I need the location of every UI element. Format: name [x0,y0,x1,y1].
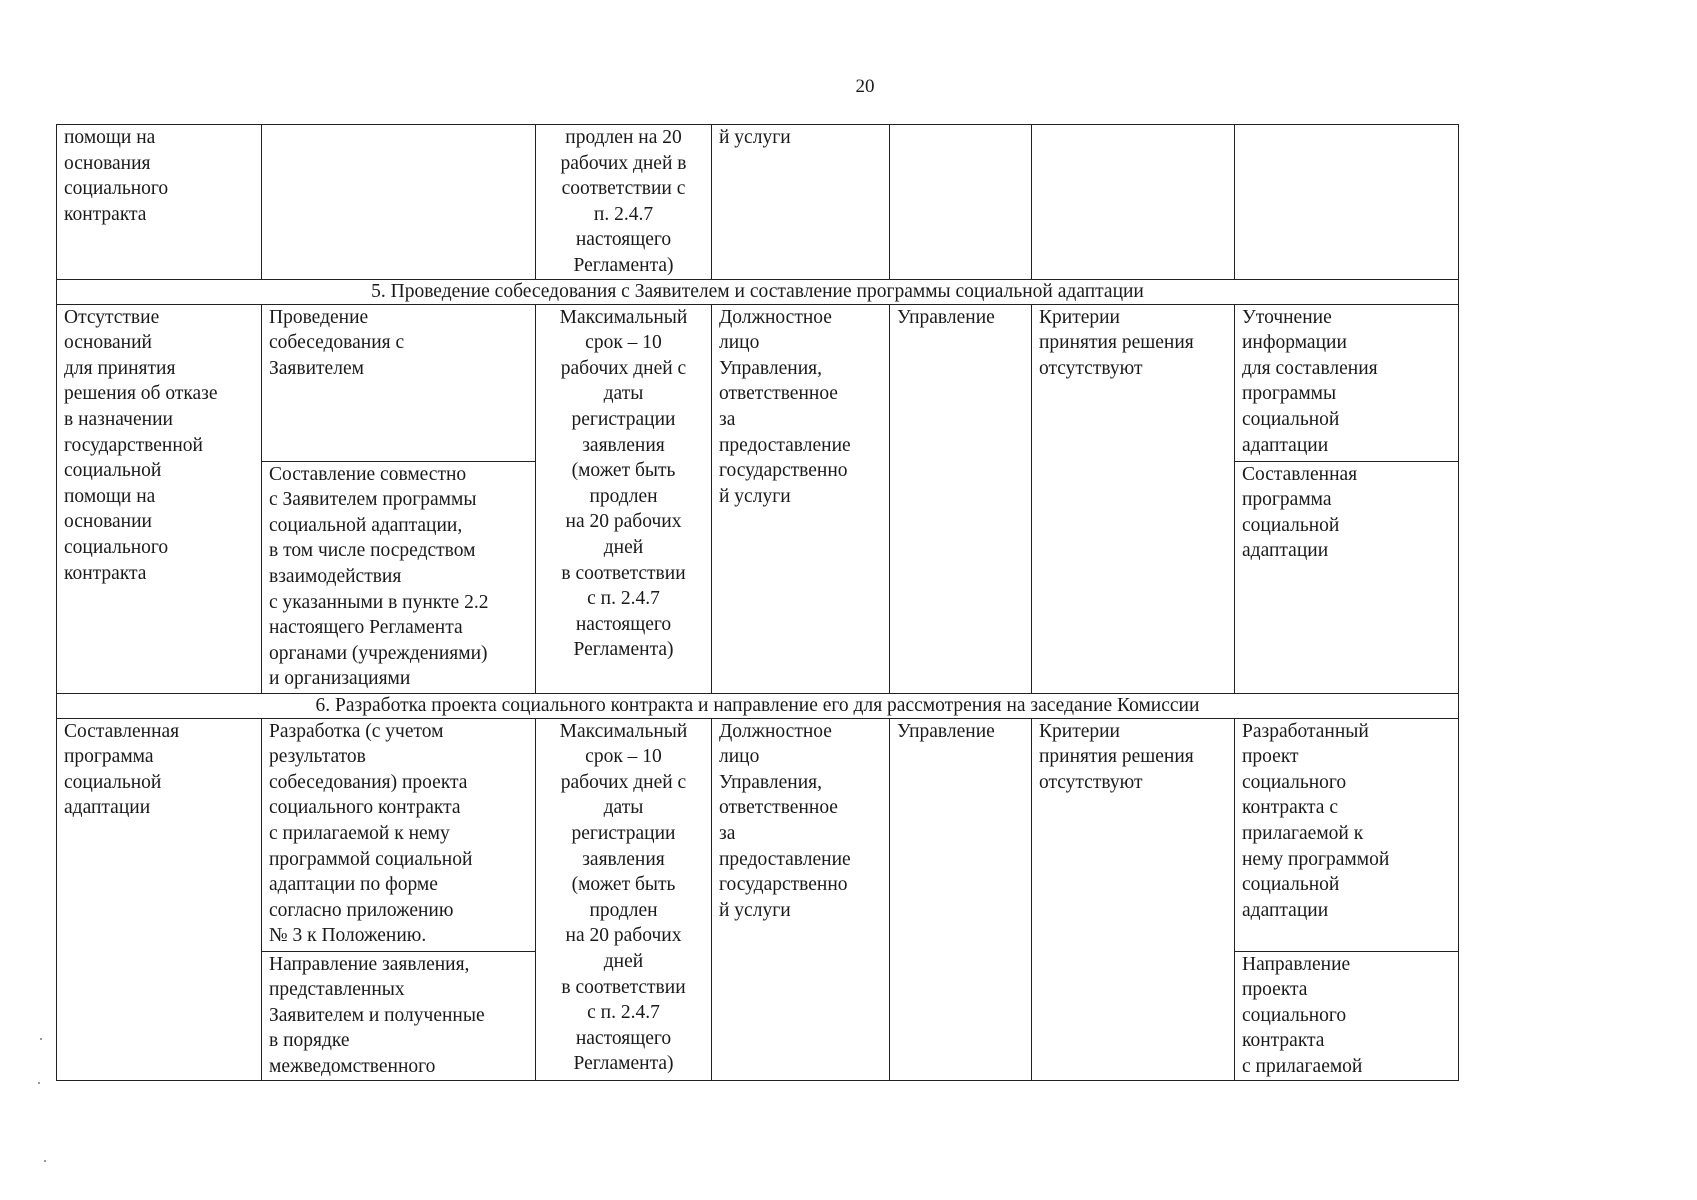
table-cell [1032,125,1235,280]
table-cell: Максимальный срок – 10 рабочих дней с даты регистрации заявления (может быть продлен на 20 рабочих дней в соответствии с п. 2.4.7 настоящего Регламента) [536,718,712,1080]
table-cell: Критерии принятия решения отсутствуют [1032,718,1235,1080]
table-cell: Направление заявления, представленных Заявителем и полученные в порядке межведомственного [262,951,536,1080]
table-cell: Должностное лицо Управления, ответственное за предоставление государственно й услуги [712,718,890,1080]
table-cell: Разработанный проект социального контракта с прилагаемой к нему программой социальной адаптации [1235,718,1459,951]
table-cell: Разработка (с учетом результатов собеседования) проекта социального контракта с прилагаемой к нему программой социальной адаптации по форме согласно приложению № 3 к Положению. [262,718,536,951]
section-6-header: 6. Разработка проекта социального контракта и направление его для рассмотрения на заседание Комиссии [57,693,1459,718]
table-row [57,304,1459,461]
table-cell: Управление [890,304,1032,693]
scan-speck [38,1082,40,1084]
table-cell: Проведение собеседования с Заявителем [262,304,536,461]
table-row [57,718,1459,951]
table-cell: Уточнение информации для составления программы социальной адаптации [1235,304,1459,461]
scan-speck [40,1038,42,1040]
table-cell: Составленная программа социальной адаптации [57,718,262,1080]
section-5-header: 5. Проведение собеседования с Заявителем и составление программы социальной адаптации [57,279,1459,304]
table-cell: Критерии принятия решения отсутствуют [1032,304,1235,693]
regulation-table [56,124,1459,1081]
table-cell: Направление проекта социального контракта с прилагаемой [1235,951,1459,1080]
page-number: 20 [855,76,875,97]
table-cell: Максимальный срок – 10 рабочих дней с даты регистрации заявления (может быть продлен на 20 рабочих дней в соответствии с п. 2.4.7 настоящего Регламента) [536,304,712,693]
table-cell [890,125,1032,280]
scan-speck [44,1160,46,1162]
section-header-row [57,693,1459,718]
table-cell: й услуги [712,125,890,280]
table-cell [1235,125,1459,280]
table-cell: Составленная программа социальной адаптации [1235,461,1459,693]
table-cell: продлен на 20 рабочих дней в соответствии с п. 2.4.7 настоящего Регламента) [536,125,712,280]
table-cell [262,125,536,280]
table-row [57,125,1459,280]
table-cell: Составление совместно с Заявителем программы социальной адаптации, в том числе посредством взаимодействия с указанными в пункте 2.2 настоящего Регламента органами (учреждениями) и организациями [262,461,536,693]
table-cell: Отсутствие оснований для принятия решения об отказе в назначении государственной социальной помощи на основании социального контракта [57,304,262,693]
section-header-row [57,279,1459,304]
table-cell: помощи на основания социального контракта [57,125,262,280]
table-cell: Управление [890,718,1032,1080]
table-cell: Должностное лицо Управления, ответственное за предоставление государственно й услуги [712,304,890,693]
